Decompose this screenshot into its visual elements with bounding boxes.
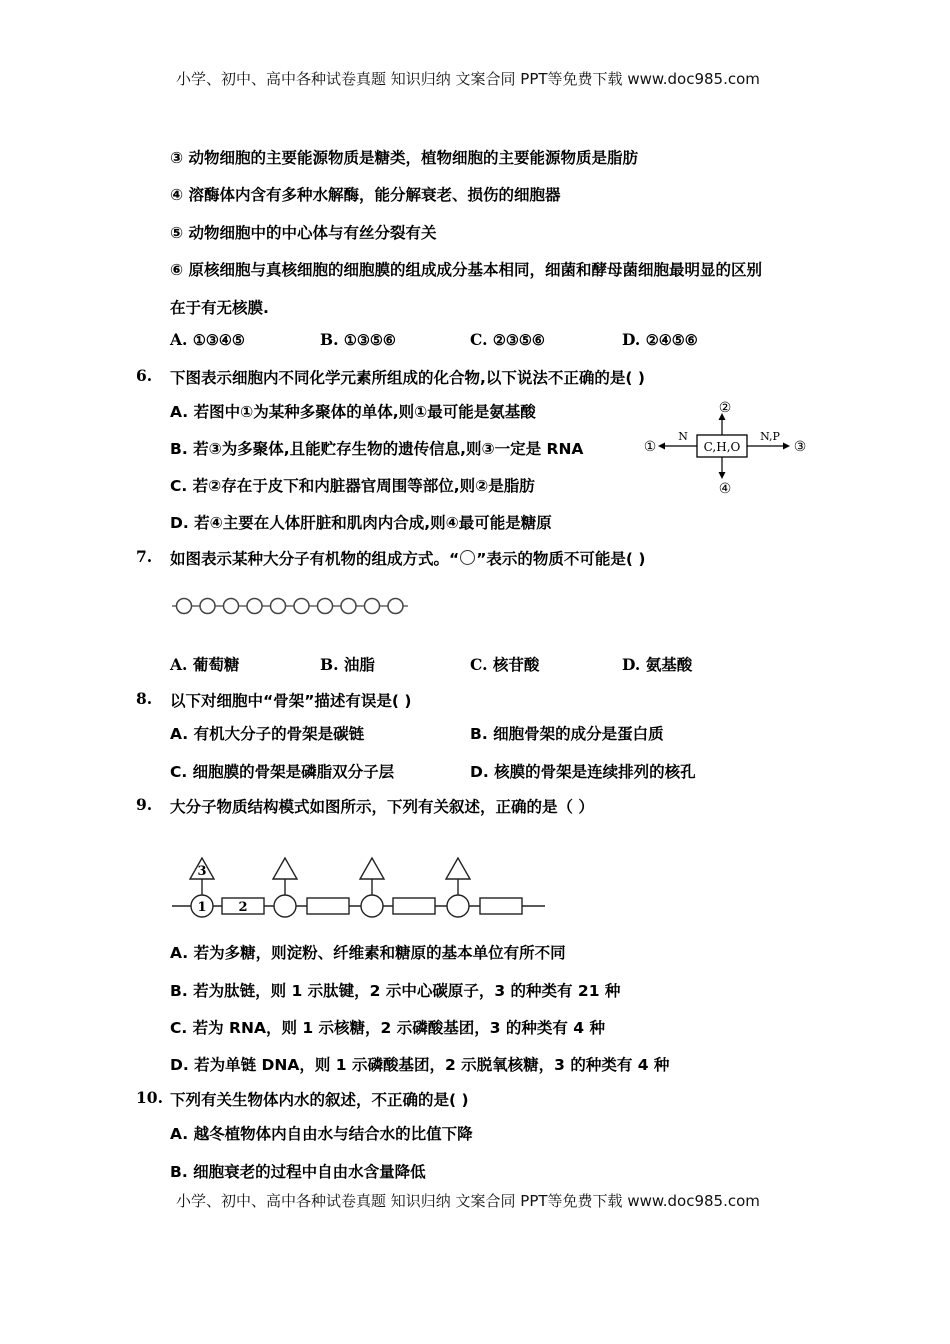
q9-circle-2 <box>274 895 296 917</box>
q9-circle-4 <box>447 895 469 917</box>
q9-circle-3 <box>361 895 383 917</box>
q6-arrow-left <box>658 443 665 450</box>
q7-monomer-circle <box>318 599 333 614</box>
q9-structure-diagram <box>170 852 550 922</box>
q9-stem: 大分子物质结构模式如图所示，下列有关叙述，正确的是（ ） <box>170 798 594 816</box>
q7-number: 7. <box>136 547 153 566</box>
q6-number: 6. <box>136 366 153 385</box>
q7-monomer-circle <box>388 599 403 614</box>
q8-number: 8. <box>136 689 153 708</box>
q8-option-c[interactable]: C. 细胞膜的骨架是磷脂双分子层 <box>170 763 395 781</box>
q7-chain-diagram <box>170 594 410 618</box>
q6-arrow-right <box>783 443 790 450</box>
q6-option-c[interactable]: C. 若②存在于皮下和内脏器官周围等部位,则②是脂肪 <box>170 477 535 495</box>
q7-monomer-circle <box>247 599 262 614</box>
q7-monomer-circle <box>365 599 380 614</box>
q9-triangle-2 <box>273 858 297 879</box>
q8-option-b[interactable]: B. 细胞骨架的成分是蛋白质 <box>470 725 664 743</box>
q6-right-label: N,P <box>760 430 780 443</box>
q9-option-c[interactable]: C. 若为 RNA，则 1 示核糖，2 示磷酸基团，3 的种类有 4 种 <box>170 1019 605 1037</box>
q6-center-label: C,H,O <box>703 440 741 454</box>
q5-item-6-cont: 在于有无核膜. <box>170 299 269 317</box>
q10-stem: 下列有关生物体内水的叙述，不正确的是( ) <box>170 1091 469 1109</box>
q6-option-a[interactable]: A. 若图中①为某种多聚体的单体,则①最可能是氨基酸 <box>170 403 536 421</box>
q5-option-c[interactable]: C. ②③⑤⑥ <box>470 330 545 349</box>
q9-label-3: 3 <box>197 864 207 879</box>
q5-option-a[interactable]: A. ①③④⑤ <box>170 330 245 349</box>
page-header: 小学、初中、高中各种试卷真题 知识归纳 文案合同 PPT等免费下载 www.doc985.com <box>176 70 760 88</box>
q7-stem: 如图表示某种大分子有机物的组成方式。“ ”表示的物质不可能是( ) <box>170 550 646 568</box>
q7-option-b[interactable]: B. 油脂 <box>320 655 375 674</box>
q7-monomer-circle <box>271 599 286 614</box>
q6-node-3: ③ <box>793 439 807 455</box>
q8-stem: 以下对细胞中“骨架”描述有误是( ) <box>170 692 412 710</box>
q6-node-1: ① <box>643 439 657 455</box>
q6-node-2: ② <box>718 400 732 416</box>
q5-item-5: ⑤ 动物细胞中的中心体与有丝分裂有关 <box>170 224 437 242</box>
q9-rect-2 <box>307 898 349 914</box>
q7-monomer-circle <box>177 599 192 614</box>
q6-diagram <box>640 396 815 496</box>
q7-option-a[interactable]: A. 葡萄糖 <box>170 655 240 674</box>
q5-item-3: ③ 动物细胞的主要能源物质是糖类，植物细胞的主要能源物质是脂肪 <box>170 149 639 167</box>
q9-rect-4 <box>480 898 522 914</box>
q7-monomer-circle <box>224 599 239 614</box>
q9-number: 9. <box>136 795 153 814</box>
q6-left-label: N <box>678 430 688 443</box>
q9-label-2: 2 <box>238 900 248 915</box>
q9-triangle-4 <box>446 858 470 879</box>
q6-option-d[interactable]: D. 若④主要在人体肝脏和肌肉内合成,则④最可能是糖原 <box>170 514 552 532</box>
q5-item-4: ④ 溶酶体内含有多种水解酶，能分解衰老、损伤的细胞器 <box>170 186 561 204</box>
q10-number: 10. <box>136 1088 163 1107</box>
q6-stem: 下图表示细胞内不同化学元素所组成的化合物,以下说法不正确的是( ) <box>170 369 645 387</box>
q8-option-d[interactable]: D. 核膜的骨架是连续排列的核孔 <box>470 763 696 781</box>
q9-option-b[interactable]: B. 若为肽链，则 1 示肽键，2 示中心碳原子，3 的种类有 21 种 <box>170 982 621 1000</box>
q10-option-a[interactable]: A. 越冬植物体内自由水与结合水的比值下降 <box>170 1125 473 1143</box>
page-footer: 小学、初中、高中各种试卷真题 知识归纳 文案合同 PPT等免费下载 www.doc985.com <box>176 1192 760 1210</box>
q9-option-d[interactable]: D. 若为单链 DNA，则 1 示磷酸基团，2 示脱氧核糖，3 的种类有 4 种 <box>170 1056 670 1074</box>
q6-node-4: ④ <box>718 481 732 496</box>
q9-label-1: 1 <box>197 900 207 915</box>
q9-triangle-3 <box>360 858 384 879</box>
monomer-circle-icon <box>460 550 475 565</box>
q5-option-b[interactable]: B. ①③⑤⑥ <box>320 330 396 349</box>
q7-monomer-circle <box>341 599 356 614</box>
q7-option-d[interactable]: D. 氨基酸 <box>622 655 693 674</box>
q10-option-b[interactable]: B. 细胞衰老的过程中自由水含量降低 <box>170 1163 426 1181</box>
q9-option-a[interactable]: A. 若为多糖，则淀粉、纤维素和糖原的基本单位有所不同 <box>170 944 566 962</box>
q8-option-a[interactable]: A. 有机大分子的骨架是碳链 <box>170 725 365 743</box>
q6-option-b[interactable]: B. 若③为多聚体,且能贮存生物的遗传信息,则③一定是 RNA <box>170 440 584 458</box>
q5-item-6: ⑥ 原核细胞与真核细胞的细胞膜的组成成分基本相同，细菌和酵母菌细胞最明显的区别 <box>170 261 763 279</box>
q7-option-c[interactable]: C. 核苷酸 <box>470 655 540 674</box>
q7-monomer-circle <box>200 599 215 614</box>
q6-arrow-down <box>719 472 726 479</box>
q7-monomer-circle <box>294 599 309 614</box>
q5-option-d[interactable]: D. ②④⑤⑥ <box>622 330 698 349</box>
q9-rect-3 <box>393 898 435 914</box>
